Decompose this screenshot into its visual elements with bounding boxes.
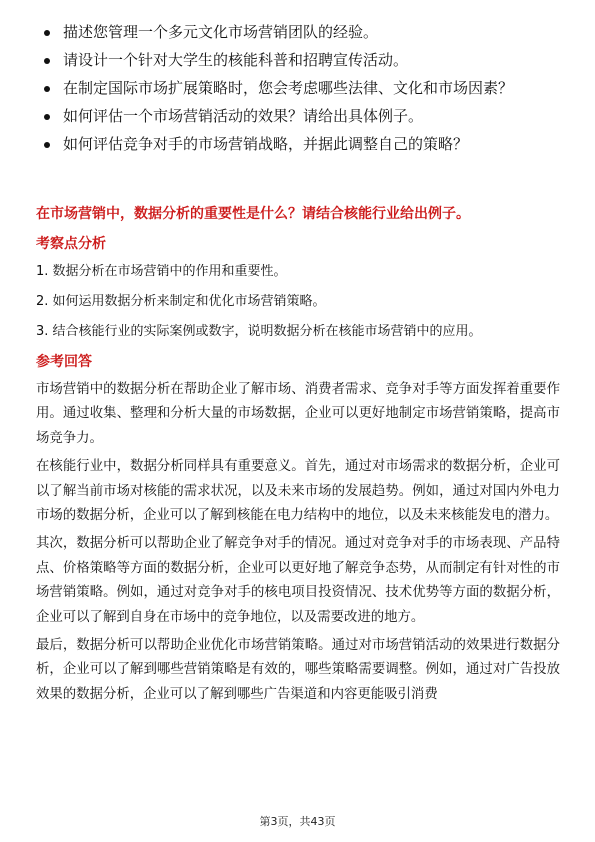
bullet-item [0, 104, 595, 129]
bullet-dot-icon [44, 86, 50, 92]
analysis-item: 2. 如何运用数据分析来制定和优化市场营销策略。 [36, 294, 326, 309]
bullet-dot-icon [44, 58, 50, 64]
answer-paragraph: 在核能行业中，数据分析同样具有重要意义。首先，通过对市场需求的数据分析，企业可以了解当前市场对核能的需求状况，以及未来市场的发展趋势。例如，通过对国内外电力市场的数据分析，企业可以了解到核能在电力结构中的地位，以及未来核能发电的潜力。 [36, 459, 560, 524]
analysis-item: 3. 结合核能行业的实际案例或数字，说明数据分析在核能市场营销中的应用。 [36, 324, 482, 339]
page-number: 第3页，共43页 [259, 815, 336, 828]
bullet-dot-icon [44, 142, 50, 148]
bullet-item [0, 48, 595, 73]
answer-paragraph: 市场营销中的数据分析在帮助企业了解市场、消费者需求、竞争对手等方面发挥着重要作用。通过收集、整理和分析大量的市场数据，企业可以更好地制定市场营销策略，提高市场竞争力。 [36, 382, 560, 446]
bullet-dot-icon [44, 30, 50, 36]
bullet-text: 如何评估一个市场营销活动的效果？请给出具体例子。 [63, 107, 424, 125]
analysis-item: 1. 数据分析在市场营销中的作用和重要性。 [36, 264, 287, 279]
question-heading: 在市场营销中，数据分析的重要性是什么？请结合核能行业给出例子。 [36, 206, 470, 222]
bullet-dot-icon [44, 114, 50, 120]
bullet-text: 如何评估竞争对手的市场营销战略，并据此调整自己的策略？ [63, 135, 469, 153]
bullet-item [0, 132, 595, 157]
bullet-text: 在制定国际市场扩展策略时，您会考虑哪些法律、文化和市场因素？ [63, 79, 514, 97]
question-bullet-list [0, 20, 595, 160]
answer-paragraph: 其次，数据分析可以帮助企业了解竞争对手的情况。通过对竞争对手的市场表现、产品特点、价格策略等方面的数据分析，企业可以更好地了解竞争态势，从而制定有针对性的市场营销策略。例如，通过对竞争对手的核电项目投资情况、技术优势等方面的数据分析，企业可以了解到自身在市场中的竞争地位，以及需要改进的地方。 [36, 536, 560, 625]
bullet-text: 请设计一个针对大学生的核能科普和招聘宣传活动。 [63, 51, 409, 69]
answer-heading: 参考回答 [36, 354, 92, 370]
bullet-text: 描述您管理一个多元文化市场营销团队的经验。 [63, 23, 379, 41]
analysis-heading: 考察点分析 [36, 236, 106, 252]
bullet-item [0, 20, 595, 45]
answer-body [36, 378, 560, 711]
answer-paragraph: 最后，数据分析可以帮助企业优化市场营销策略。通过对市场营销活动的效果进行数据分析，企业可以了解到哪些营销策略是有效的，哪些策略需要调整。例如，通过对广告投放效果的数据分析，企业可以了解到哪些广告渠道和内容更能吸引消费 [36, 638, 560, 702]
analysis-list [36, 262, 561, 352]
bullet-item [0, 76, 595, 101]
